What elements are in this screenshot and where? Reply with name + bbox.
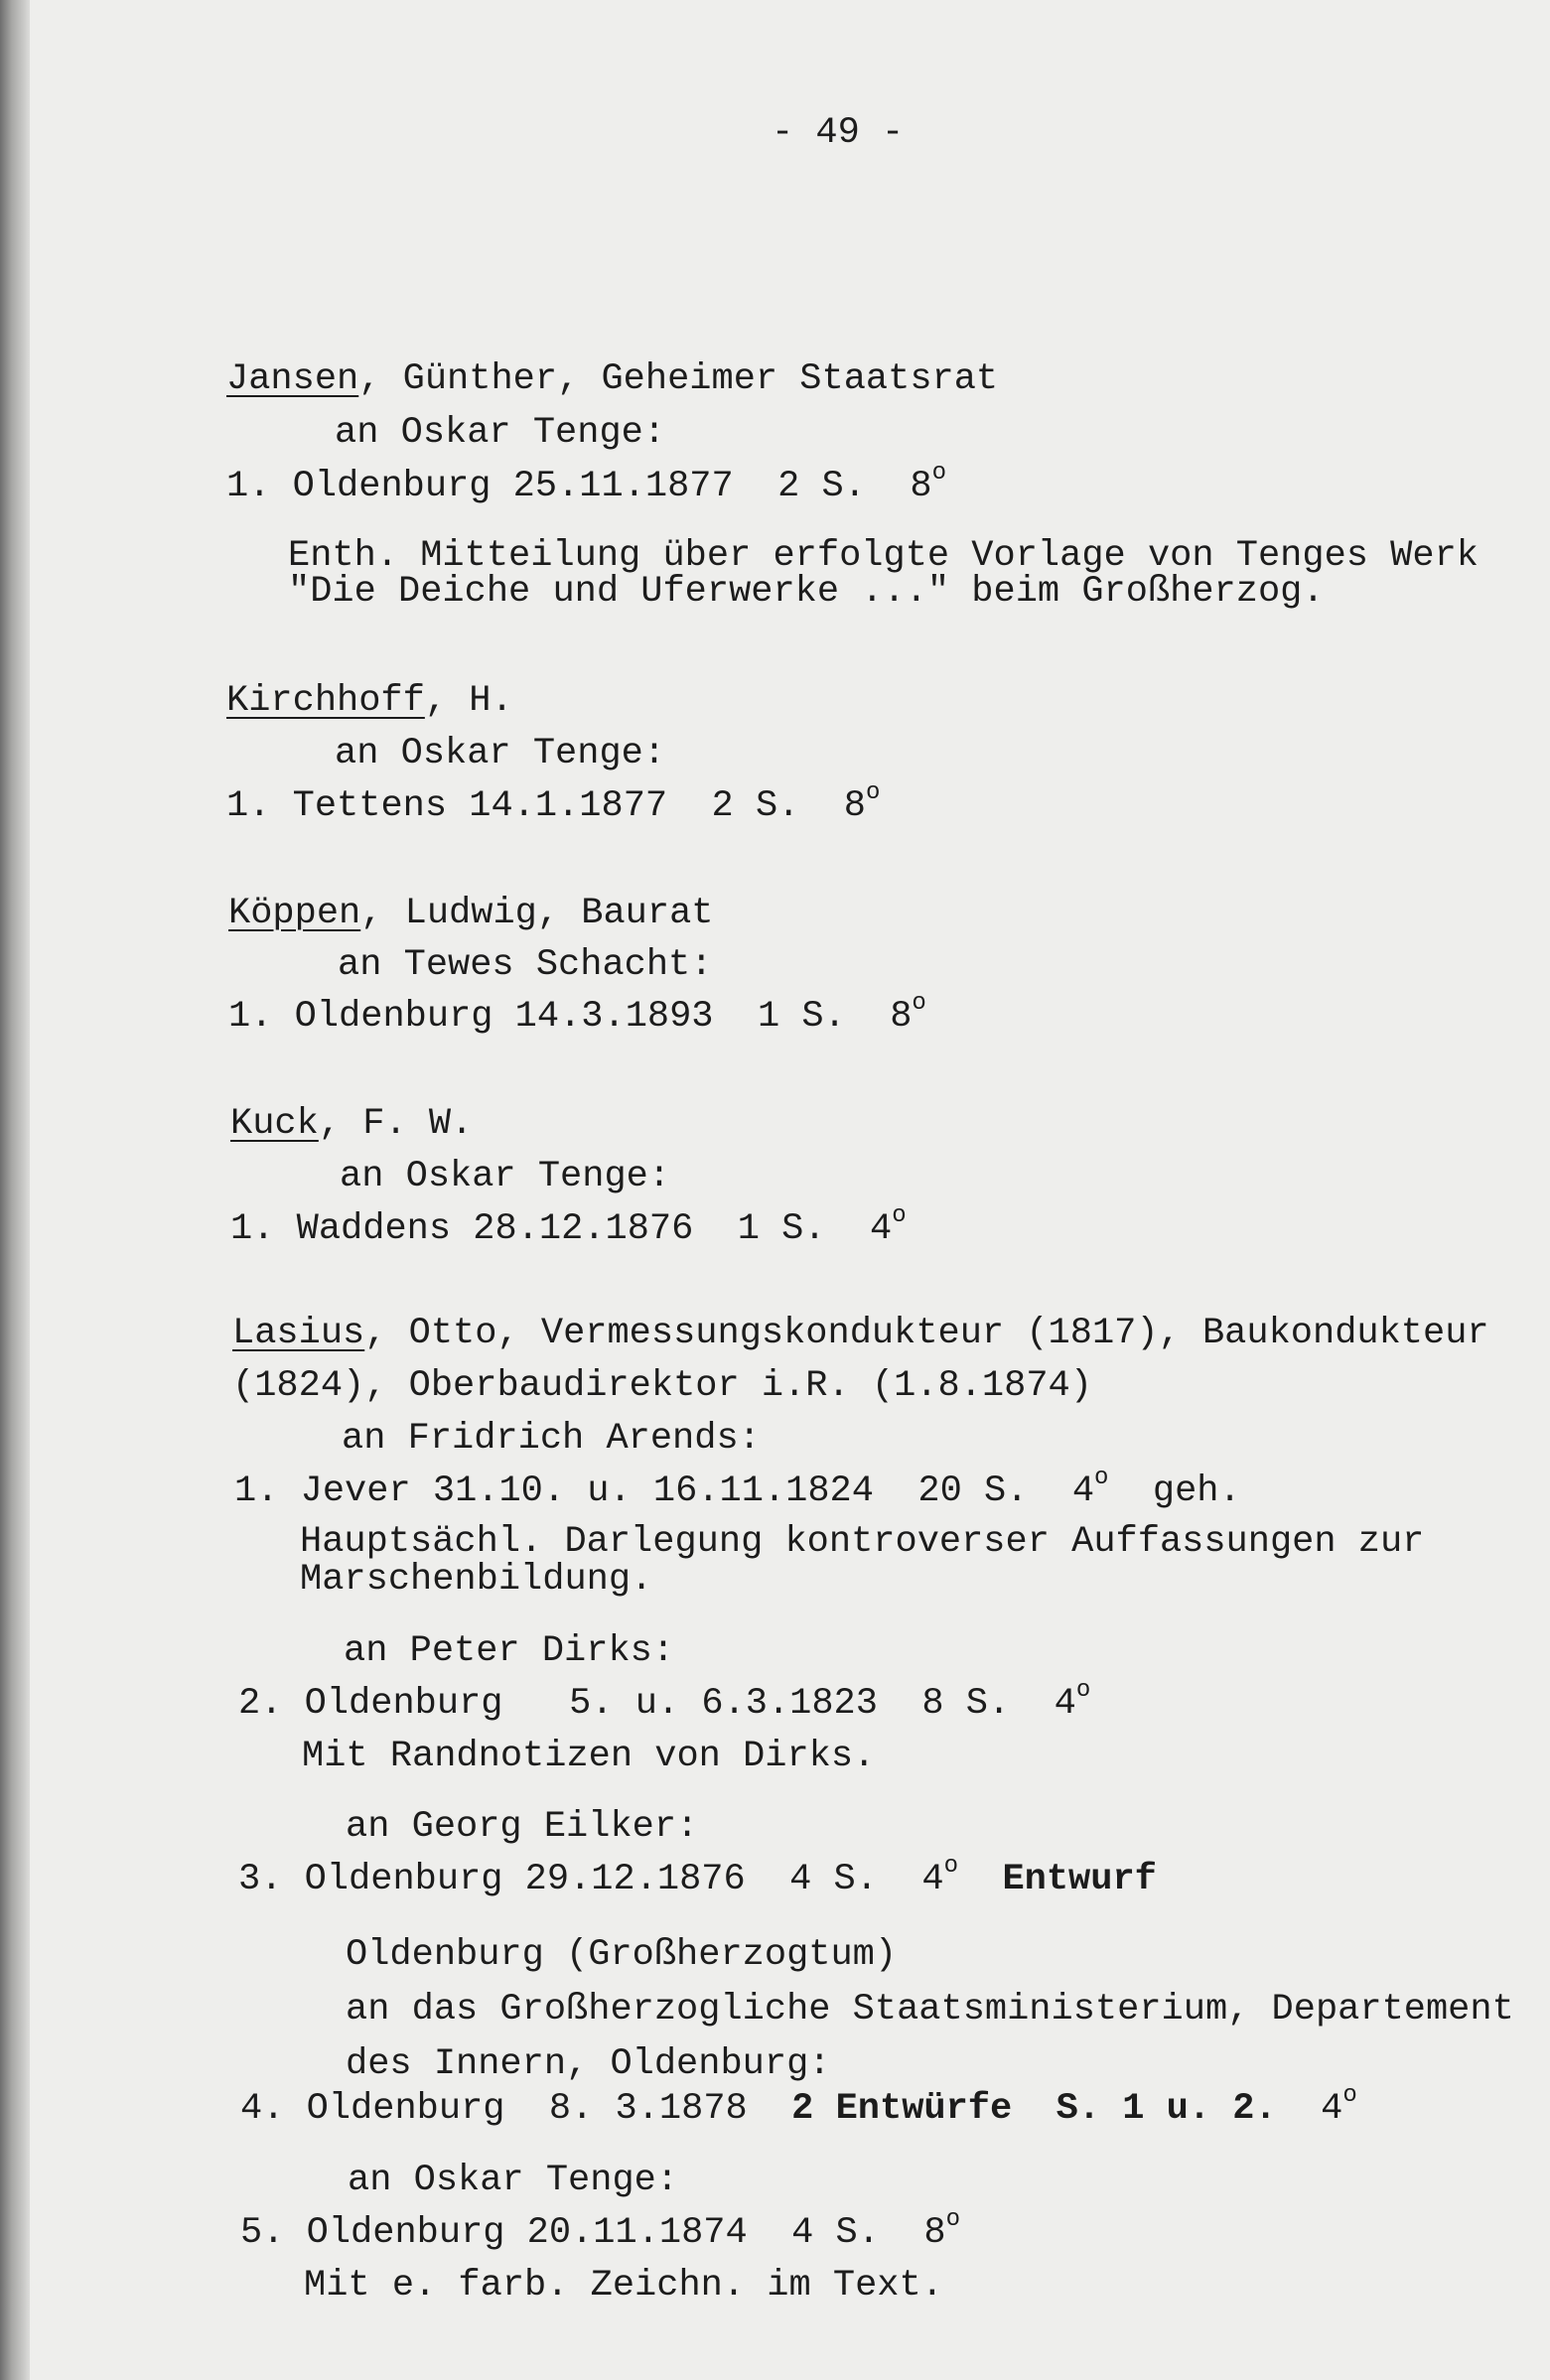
item-line	[230, 1201, 907, 1251]
item-number: 4.	[240, 2088, 285, 2130]
item-line	[226, 459, 947, 508]
entry-heading-rest: , H.	[424, 680, 513, 722]
item-line	[226, 778, 881, 828]
item-format: 4	[921, 1859, 944, 1900]
item-place-date: Oldenburg	[306, 2088, 505, 2130]
item-pages: 2 S.	[777, 466, 866, 507]
item-line	[238, 1676, 1091, 1726]
recipient-line: Oldenburg (Großherzogtum)	[346, 1934, 898, 1976]
recipient-line: an das Großherzogliche Staatsministerium, Departement	[346, 1989, 1514, 2030]
item-note	[288, 535, 1479, 613]
item-number: 3.	[238, 1859, 283, 1900]
item-format: 8	[923, 2212, 946, 2254]
item-extra: geh.	[1152, 1470, 1241, 1512]
item-format: 4	[1054, 1683, 1076, 1725]
format-degree: o	[943, 1852, 959, 1880]
page-number: - 49 -	[772, 112, 905, 154]
recipient: an Oskar Tenge:	[348, 2160, 679, 2201]
scan-edge	[0, 0, 30, 2380]
note-line: Enth. Mitteilung über erfolgte Vorlage von Tenges Werk	[288, 535, 1479, 577]
recipient-block	[346, 1928, 1514, 2092]
item-pages: 1 S.	[757, 996, 846, 1038]
item-format: 8	[890, 996, 913, 1038]
item-place-date: Oldenburg 14.3.1893	[294, 996, 714, 1038]
item-date: 5. u. 6.3.1823	[569, 1683, 878, 1725]
item-note	[300, 1523, 1424, 1599]
item-pages: S. 1 u. 2.	[1056, 2088, 1277, 2130]
item-pages: 4 S.	[789, 1859, 878, 1900]
entry-heading-cont: (1824), Oberbaudirektor i.R. (1.8.1874)	[232, 1365, 1092, 1407]
note-line: Marschenbildung.	[300, 1559, 653, 1601]
item-place-date: Oldenburg 20.11.1874	[306, 2212, 748, 2254]
item-format: 4	[1321, 2088, 1343, 2130]
entry-surname: Köppen	[228, 893, 361, 934]
entry-heading-rest: , Günther, Geheimer Staatsrat	[358, 358, 999, 400]
item-place-date: Oldenburg	[304, 1683, 503, 1725]
format-degree: o	[892, 1201, 907, 1229]
item-line	[238, 1852, 1157, 1901]
recipient: an Georg Eilker:	[346, 1806, 699, 1848]
item-number: 1.	[228, 996, 273, 1038]
item-place-date: Oldenburg 29.12.1876	[304, 1859, 746, 1900]
item-place-date: Jever 31.10. u. 16.11.1824	[300, 1470, 874, 1512]
item-number: 1.	[226, 785, 271, 827]
entry-heading-rest: , Ludwig, Baurat	[360, 893, 714, 934]
format-degree: o	[1075, 1676, 1091, 1704]
item-line	[240, 2205, 961, 2255]
item-pages: 2 S.	[711, 785, 800, 827]
entry-surname: Kirchhoff	[226, 680, 425, 722]
item-line	[240, 2081, 1357, 2131]
item-place-date: Oldenburg 25.11.1877	[292, 466, 734, 507]
item-number: 2.	[238, 1683, 283, 1725]
entry-surname: Kuck	[230, 1103, 319, 1145]
item-note: Mit e. farb. Zeichn. im Text.	[304, 2265, 943, 2307]
recipient: an Tewes Schacht:	[338, 944, 713, 986]
item-format: 4	[869, 1208, 893, 1250]
item-number: 1.	[234, 1470, 279, 1512]
item-pages: 1 S.	[737, 1208, 826, 1250]
item-format: 8	[843, 785, 866, 827]
item-extra: Entwurf	[1002, 1859, 1157, 1900]
recipient: an Oskar Tenge:	[335, 412, 666, 454]
entry-heading	[226, 679, 513, 723]
format-degree: o	[945, 2205, 961, 2233]
format-degree: o	[866, 778, 881, 806]
entry-surname: Jansen	[226, 358, 359, 400]
entry-surname: Lasius	[232, 1313, 365, 1354]
item-format: 4	[1071, 1470, 1095, 1512]
item-drafts: 2 Entwürfe	[791, 2088, 1013, 2130]
entry-heading	[232, 1312, 1489, 1355]
recipient-line: des Innern, Oldenburg:	[346, 2043, 831, 2085]
note-line: "Die Deiche und Uferwerke ..." beim Großherzog.	[288, 571, 1325, 613]
item-pages: 4 S.	[791, 2212, 880, 2254]
entry-heading-rest: , F. W.	[318, 1103, 474, 1145]
item-number: 1.	[226, 466, 271, 507]
entry-heading	[226, 357, 998, 401]
entry-heading	[228, 892, 714, 935]
format-degree: o	[1342, 2081, 1357, 2109]
item-line	[228, 989, 926, 1039]
item-date: 8. 3.1878	[548, 2088, 748, 2130]
item-note: Mit Randnotizen von Dirks.	[302, 1736, 876, 1777]
item-format: 8	[910, 466, 932, 507]
recipient: an Fridrich Arends:	[342, 1418, 761, 1460]
recipient: an Oskar Tenge:	[335, 733, 666, 774]
item-number: 1.	[230, 1208, 275, 1250]
item-place-date: Waddens 28.12.1876	[296, 1208, 694, 1250]
note-line: Hauptsächl. Darlegung kontroverser Auffassungen zur	[300, 1521, 1425, 1563]
item-pages: 20 S.	[917, 1470, 1029, 1512]
recipient: an Oskar Tenge:	[340, 1156, 671, 1197]
format-degree: o	[912, 989, 926, 1017]
entry-heading-rest: , Otto, Vermessungskondukteur (1817), Baukondukteur	[364, 1313, 1489, 1354]
entry-heading	[230, 1102, 473, 1146]
item-number: 5.	[240, 2212, 285, 2254]
format-degree: o	[1094, 1464, 1109, 1491]
format-degree: o	[931, 459, 947, 487]
item-place-date: Tettens 14.1.1877	[292, 785, 668, 827]
item-line	[234, 1464, 1241, 1513]
item-pages: 8 S.	[921, 1683, 1011, 1725]
recipient: an Peter Dirks:	[344, 1630, 675, 1672]
